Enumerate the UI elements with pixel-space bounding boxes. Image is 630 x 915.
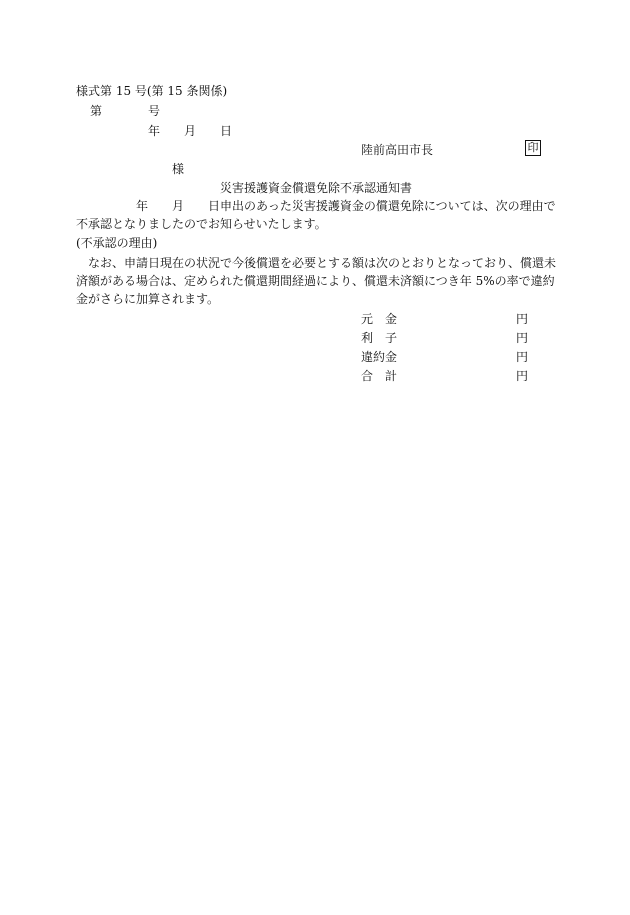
date-month: 月: [184, 124, 197, 138]
issuer-name: 陸前高田市長: [361, 143, 434, 157]
notice-line3: 金がさらに加算されます。: [76, 292, 220, 306]
amount-unit-total: 円: [516, 369, 529, 383]
intro-text-line1: 日申出のあった災害援護資金の償還免除については、次の理由で: [208, 199, 556, 213]
date-day: 日: [220, 124, 233, 138]
doc-number-suffix: 号: [148, 104, 161, 118]
amount-label-total: 合 計: [361, 369, 398, 383]
intro-month: 月: [172, 199, 185, 213]
amount-label-principal: 元 金: [361, 312, 398, 326]
intro-year: 年: [136, 199, 149, 213]
date-year: 年: [148, 124, 161, 138]
form-number: 様式第 15 号(第 15 条関係): [76, 84, 228, 98]
intro-text-line2: 不承認となりましたのでお知らせいたします。: [76, 217, 327, 231]
amount-label-interest: 利 子: [361, 331, 398, 345]
recipient-honorific: 様: [172, 162, 185, 176]
doc-number-prefix: 第: [90, 104, 103, 118]
document-title: 災害援護資金償還免除不承認通知書: [220, 181, 413, 195]
notice-line1: なお、申請日現在の状況で今後償還を必要とする額は次のとおりとなっており、償還未: [88, 256, 557, 270]
notice-line2: 済額がある場合は、定められた償還期間経過により、償還未済額につき年 5%の率で違約: [76, 274, 555, 288]
seal-mark: 印: [525, 140, 541, 156]
reason-heading: (不承認の理由): [76, 236, 158, 250]
amount-unit-penalty: 円: [516, 350, 529, 364]
amount-unit-principal: 円: [516, 312, 529, 326]
amount-label-penalty: 違約金: [361, 350, 398, 364]
amount-unit-interest: 円: [516, 331, 529, 345]
